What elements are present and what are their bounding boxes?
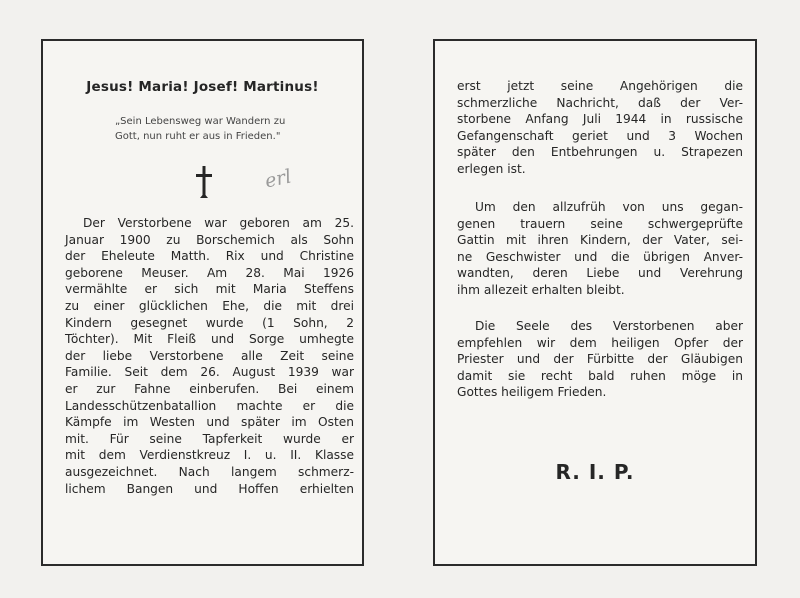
text-line: storbene Anfang Juli 1944 in russische bbox=[457, 112, 743, 127]
text-line: ihm allezeit erhalten bleibt. bbox=[457, 282, 625, 297]
text-line: Familie. Seit dem 26. August 1939 war bbox=[65, 365, 354, 380]
text-line: zu einer glücklichen Ehe, die mit drei bbox=[65, 298, 354, 313]
text-line: Gefangenschaft geriet und 3 Wochen bbox=[457, 128, 743, 143]
motto-quote bbox=[115, 114, 350, 144]
text-line: Kindern gesegnet wurde (1 Sohn, 2 bbox=[65, 315, 354, 330]
text-line: Gattin mit ihren Kindern, der Vater, sei- bbox=[457, 233, 743, 248]
text-line: Kämpfe im Westen und später im Osten bbox=[65, 415, 354, 430]
handwritten-annotation: erl bbox=[263, 165, 294, 193]
text-line: wandten, deren Liebe und Verehrung bbox=[457, 266, 743, 281]
text-line: vermählte er sich mit Maria Steffens bbox=[65, 282, 354, 297]
text-line: er zur Fahne einberufen. Bei einem bbox=[65, 381, 354, 396]
text-line: Januar 1900 zu Borschemich als Sohn bbox=[65, 232, 354, 247]
motto-line: Gott, nun ruht er aus in Frieden." bbox=[115, 131, 281, 142]
text-line: schmerzliche Nachricht, daß der Ver- bbox=[457, 95, 743, 110]
text-line: Der Verstorbene war geboren am 25. bbox=[83, 216, 354, 230]
motto-line: „Sein Lebensweg war Wandern zu bbox=[115, 116, 286, 127]
text-line: später den Entbehrungen u. Strapezen bbox=[457, 145, 743, 160]
text-line: ausgezeichnet. Nach langem schmerz- bbox=[65, 464, 354, 479]
text-line: der Eheleute Matth. Rix und Christine bbox=[65, 249, 354, 264]
text-line: genen trauern seine schwergeprüfte bbox=[457, 216, 743, 231]
paragraph-news bbox=[457, 78, 743, 178]
text-line: Gottes heiligem Frieden. bbox=[457, 385, 607, 400]
text-line: mit. Für seine Tapferkeit wurde er bbox=[65, 431, 354, 446]
paragraph-mourners bbox=[457, 199, 743, 299]
text-line: erst jetzt seine Angehörigen die bbox=[457, 79, 743, 93]
text-line: der liebe Verstorbene alle Zeit seine bbox=[65, 348, 354, 363]
right-card bbox=[433, 39, 757, 566]
text-line: damit sie recht bald ruhen möge in bbox=[457, 368, 743, 383]
left-card bbox=[41, 39, 364, 566]
card-heading: Jesus! Maria! Josef! Martinus! bbox=[86, 79, 319, 95]
text-line: Landesschützenbatallion machte er die bbox=[65, 398, 354, 413]
text-line: erlegen ist. bbox=[457, 161, 526, 176]
text-line: ne Geschwister und die übrigen Anver- bbox=[457, 249, 743, 264]
cross-icon bbox=[194, 165, 214, 201]
text-line: Priester und der Fürbitte der Gläubigen bbox=[457, 352, 743, 367]
biography-text bbox=[65, 215, 354, 497]
rip-closing: R. I. P. bbox=[555, 460, 635, 484]
text-line: Um den allzufrüh von uns gegan- bbox=[475, 200, 743, 214]
paragraph-prayer bbox=[457, 318, 743, 401]
text-line: empfehlen wir dem heiligen Opfer der bbox=[457, 335, 743, 350]
text-line: Töchter). Mit Fleiß und Sorge umhegte bbox=[65, 332, 354, 347]
text-line: Die Seele des Verstorbenen aber bbox=[475, 319, 743, 333]
text-line: lichem Bangen und Hoffen erhielten bbox=[65, 481, 354, 496]
text-line: mit dem Verdienstkreuz I. u. II. Klasse bbox=[65, 448, 354, 463]
text-line: geborene Meuser. Am 28. Mai 1926 bbox=[65, 265, 354, 280]
